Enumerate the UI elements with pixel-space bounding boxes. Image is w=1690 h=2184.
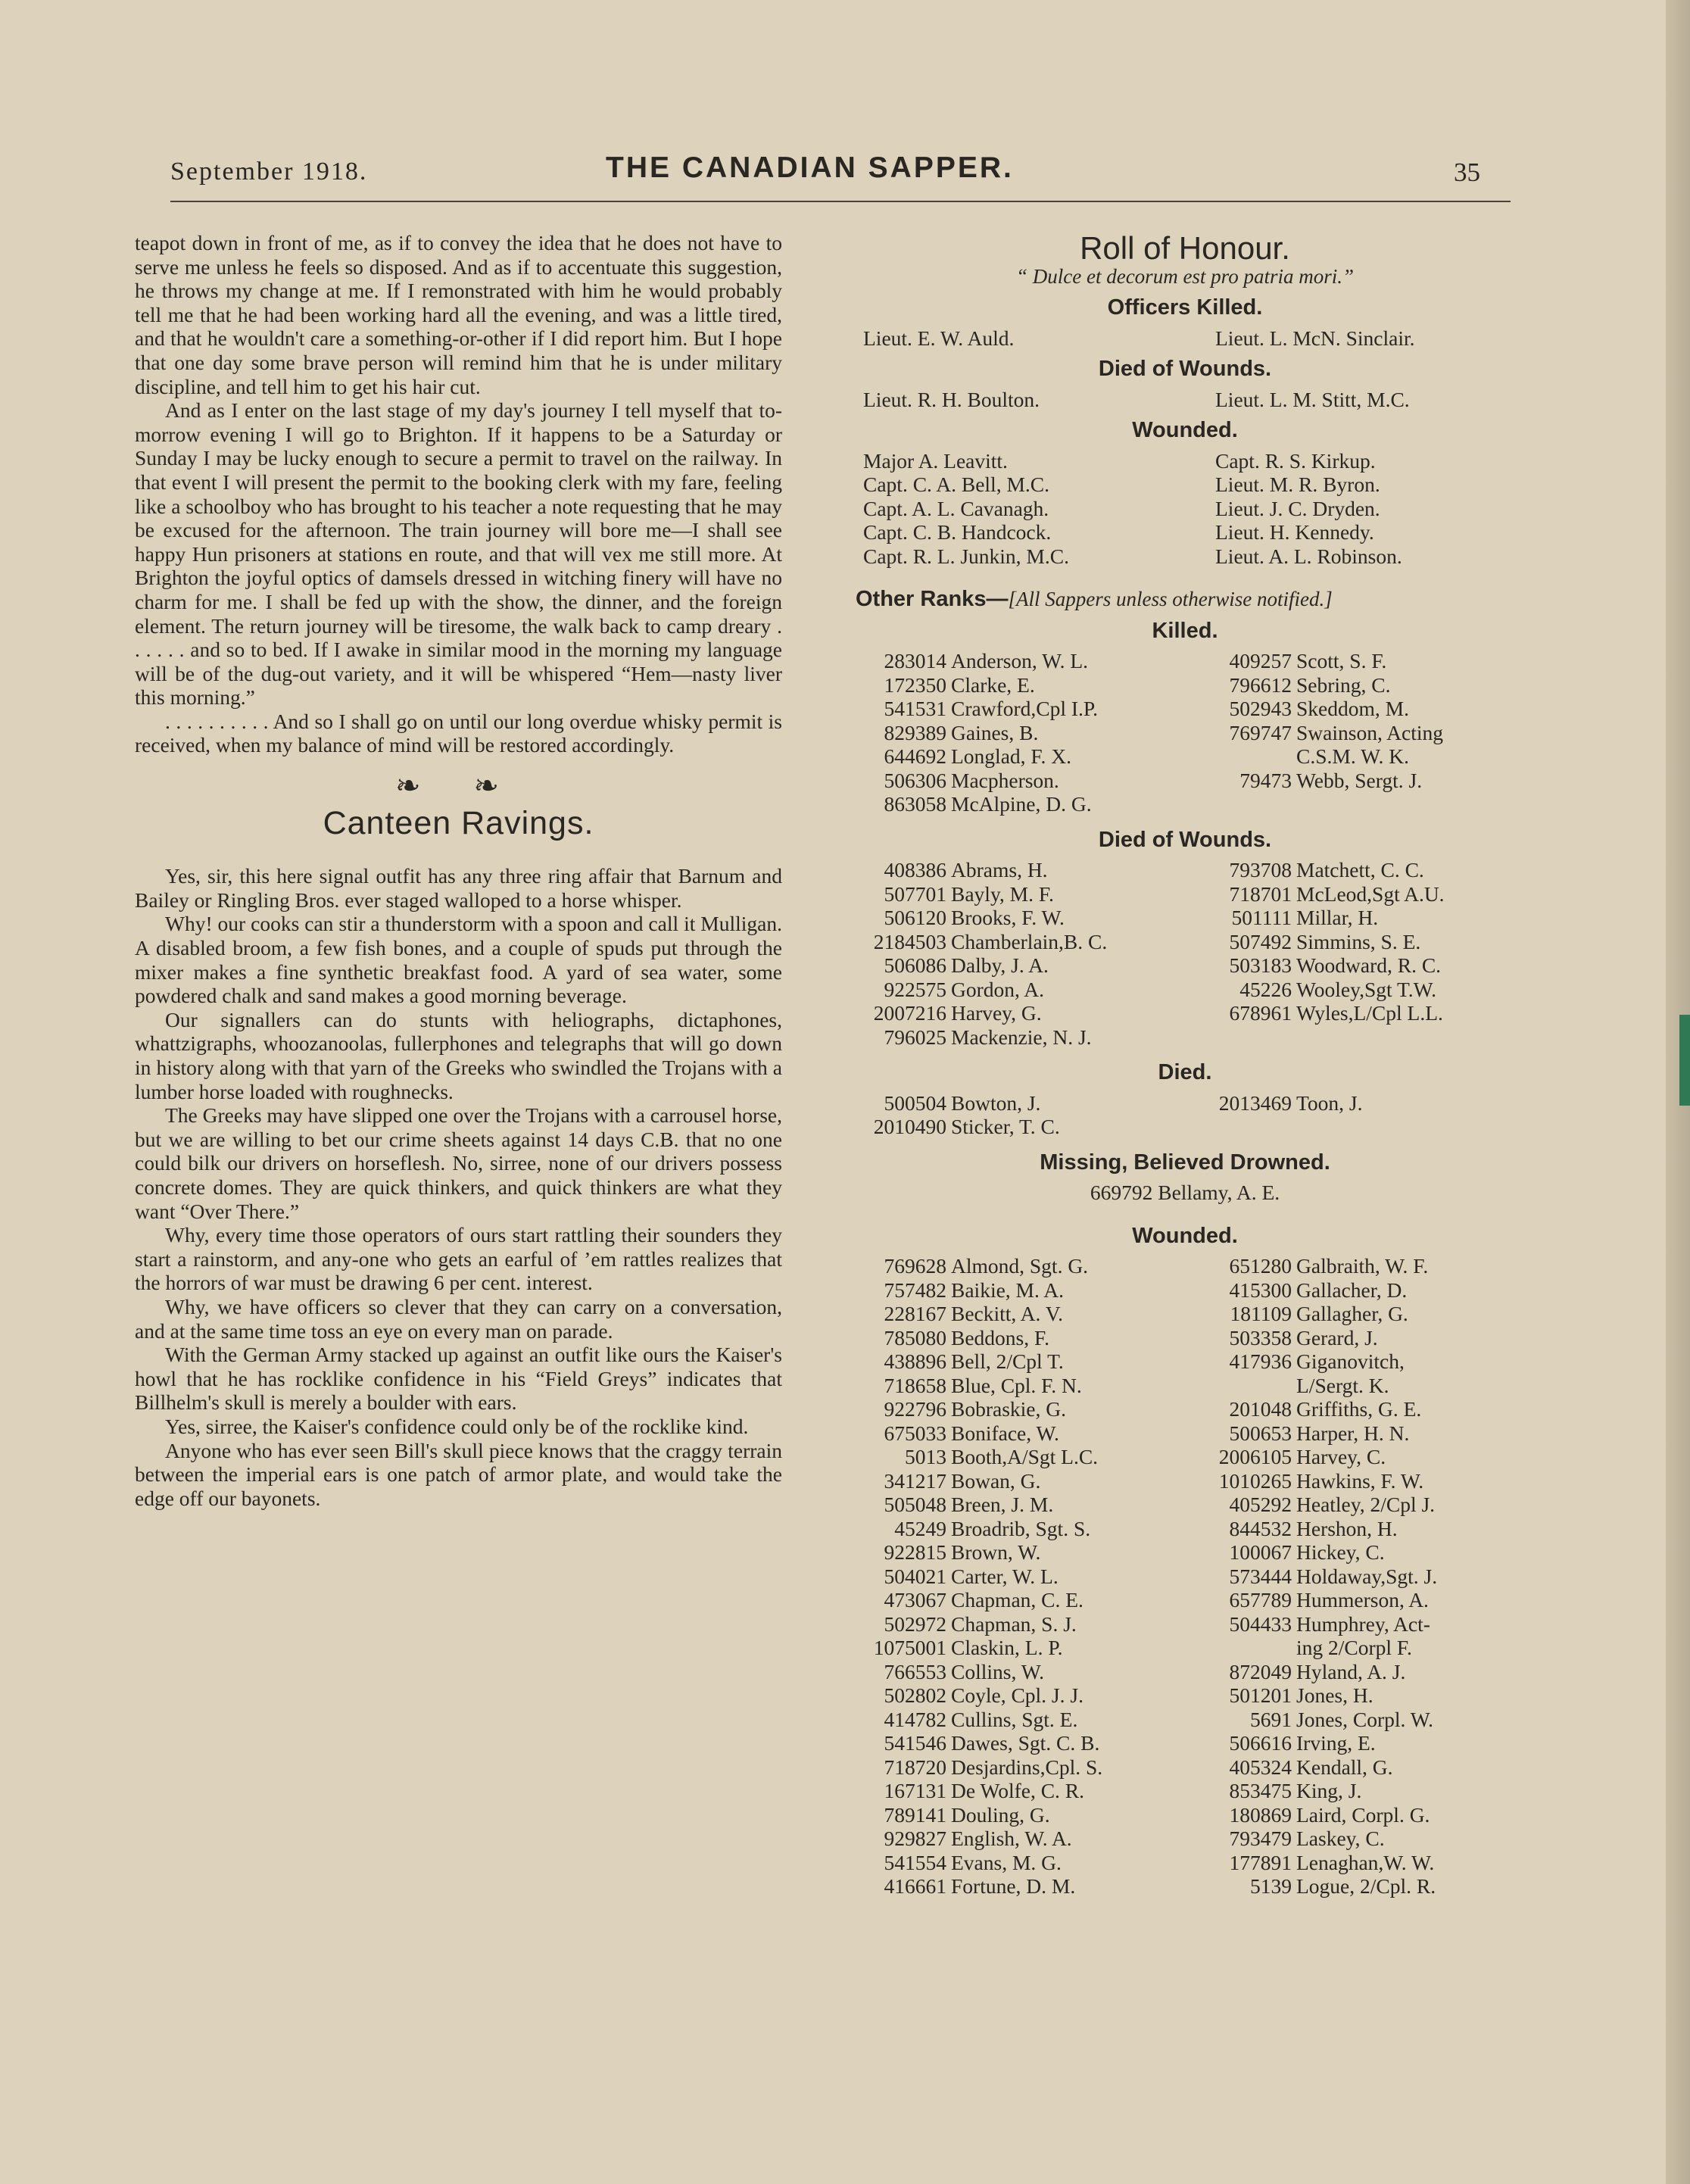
officer-entry: Lieut. J. C. Dryden. (1215, 496, 1380, 520)
soldier-name: C.S.M. W. K. (1296, 744, 1410, 768)
service-number: 415300 (1229, 1278, 1292, 1302)
service-number: 929827 (884, 1827, 946, 1850)
officer-entry: Lieut. A. L. Robinson. (1215, 544, 1402, 568)
roster-row (856, 1326, 1514, 1350)
article-paragraph: And as I enter on the last stage of my day's journey I tell myself that to-morrow evening I will go to Brighton. If it happens to be a Saturday or Sunday I may be lucky enough to secure a permit to travel on the railway. In that event I will present the permit to the booking clerk with my fare, feeling like a schoolboy who has brought to his teacher a note requesting that he may be excused for the afternoon. The train journey will bore me—I shall see happy Hun prisoners at stations en route, and that will vex me still more. At Brighton the joyful optics of damsels dressed in witching finery will have no charm for me. I shall be fed up with the show, the dinner, and the foreign element. The return journey will be tiresome, the walk back to camp dreary . . . . . . and so to bed. If I awake in similar mood in the morning my language will be of the dug-out variety, and it will be whispered “Hem—nasty liver this morning.” (135, 398, 782, 710)
service-number: 1075001 (873, 1636, 946, 1659)
officer-entry: Capt. R. L. Junkin, M.C. (863, 544, 1069, 568)
roster-row (856, 953, 1514, 978)
service-number: 501111 (1231, 906, 1292, 929)
officer-entry: Lieut. L. McN. Sinclair. (1215, 326, 1415, 350)
service-number: 405292 (1229, 1493, 1292, 1516)
roster-row (856, 1731, 1514, 1755)
service-number: 5139 (1250, 1874, 1292, 1898)
roster-row (856, 1278, 1514, 1303)
service-number: 678961 (1229, 1001, 1292, 1025)
service-number (1186, 1025, 1296, 1050)
article-paragraph: . . . . . . . . . . And so I shall go on until our long overdue whisky permit is received, when my balance of mind will be restored accordingly. (135, 709, 782, 757)
soldier-name: Chapman, C. E. (951, 1588, 1084, 1611)
soldier-name: English, W. A. (951, 1827, 1072, 1850)
soldier-name: Evans, M. G. (951, 1850, 1062, 1874)
page-header (170, 151, 1511, 197)
roster-row (856, 1517, 1514, 1541)
soldier-name: Irving, E. (1296, 1731, 1376, 1755)
roster-row (856, 1091, 1514, 1115)
soldier-name: Baikie, M. A. (951, 1278, 1064, 1302)
officer-entry: Capt. C. B. Handcock. (863, 520, 1052, 544)
soldier-name: Almond, Sgt. G. (951, 1254, 1089, 1278)
roster-row (856, 1755, 1514, 1780)
service-number: 657789 (1229, 1588, 1292, 1611)
died-table (856, 1091, 1514, 1139)
service-number (1186, 1115, 1296, 1139)
soldier-name: Hershon, H. (1296, 1516, 1398, 1540)
header-rule (170, 201, 1511, 202)
canteen-paragraph: Why, every time those operators of ours start rattling their sounders they start a rainstorm, and any-one who gets an earful of ’em rattles realizes that the horrors of war must be drawing 6 per cent. interest. (135, 1223, 782, 1295)
service-number: 541531 (884, 697, 946, 720)
soldier-name: Wyles,L/Cpl L.L. (1296, 1001, 1443, 1025)
officers-wounded-list (856, 449, 1514, 569)
service-number: 796025 (884, 1025, 946, 1049)
soldier-name: Lenaghan,W. W. (1296, 1850, 1435, 1874)
service-number: 167131 (884, 1779, 946, 1802)
canteen-paragraph: Yes, sir, this here signal outfit has any three ring affair that Barnum and Bailey or Ringling Bros. ever staged walloped to a horse whisper. (135, 864, 782, 912)
canteen-paragraph: Why, we have officers so clever that they can carry on a conversation, and at the same time toss an eye on every man on parade. (135, 1294, 782, 1343)
canteen-paragraph: With the German Army stacked up against an outfit like ours the Kaiser's howl that he has rocklike confidence in his “Field Greys” indicates that Billhelm's skull is merely a boulder with ears. (135, 1343, 782, 1415)
service-number: 718701 (1229, 881, 1292, 906)
soldier-name: Brooks, F. W. (951, 906, 1065, 929)
soldier-name (1296, 792, 1514, 816)
service-number: 500653 (1229, 1421, 1292, 1445)
soldier-name: Douling, G. (951, 1802, 1050, 1827)
soldier-name: Blue, Cpl. F. N. (951, 1373, 1082, 1397)
service-number: 675033 (884, 1421, 946, 1445)
service-number: 201048 (1229, 1397, 1292, 1421)
service-number: 408386 (884, 858, 946, 881)
service-number: 541554 (884, 1850, 946, 1874)
roster-row (856, 1779, 1514, 1803)
officers-killed-list (856, 326, 1514, 351)
soldier-name: McAlpine, D. G. (951, 792, 1092, 816)
roster-row (856, 721, 1514, 745)
service-number: 45226 (1239, 977, 1292, 1001)
soldier-name: Giganovitch, (1296, 1349, 1405, 1373)
header-title: THE CANADIAN SAPPER. (606, 151, 1014, 184)
service-number: 180869 (1229, 1802, 1292, 1827)
service-number: 503358 (1229, 1325, 1292, 1349)
service-number: 506120 (884, 906, 946, 929)
roster-row (856, 1254, 1514, 1278)
officers-dow-list (856, 388, 1514, 412)
officer-entry: Capt. R. S. Kirkup. (1215, 448, 1376, 473)
service-number: 2007216 (873, 1001, 946, 1025)
roster-row (856, 1683, 1514, 1708)
soldier-name: Gordon, A. (951, 977, 1044, 1001)
roster-row (856, 858, 1514, 882)
soldier-name: De Wolfe, C. R. (951, 1779, 1085, 1802)
service-number: 172350 (884, 672, 946, 697)
article-paragraph: teapot down in front of me, as if to convey the idea that he does not have to serve me unless he feels so disposed. And as if to accentuate this suggestion, he throws my change at me. If I remonstrated with him he would probably tell me that he had been working hard all the evening, and was a little tired, and that he wouldn't care a something-or-other if I did report him. But I hope that one day some brave person will remind him that he is under military discipline, and tell him to get his hair cut. (135, 231, 782, 398)
roster-row (856, 1445, 1514, 1469)
soldier-name: Macpherson. (951, 768, 1059, 792)
officer-entry: Major A. Leavitt. (863, 448, 1008, 473)
soldier-name: Fortune, D. M. (951, 1874, 1076, 1898)
roster-row (856, 1851, 1514, 1875)
roster-row (856, 1874, 1514, 1899)
canteen-paragraph: Yes, sirree, the Kaiser's confidence could only be of the rocklike kind. (165, 1414, 749, 1438)
soldier-name: Harper, H. N. (1296, 1421, 1410, 1445)
soldier-name: Bobraskie, G. (951, 1397, 1066, 1421)
service-number: 844532 (1229, 1516, 1292, 1540)
soldier-name: Abrams, H. (951, 858, 1048, 881)
service-number: 718720 (884, 1755, 946, 1779)
soldier-name: Sticker, T. C. (951, 1115, 1060, 1138)
soldier-name: Clarke, E. (951, 672, 1035, 697)
soldier-name: Gerard, J. (1296, 1325, 1378, 1349)
soldier-name: Galbraith, W. F. (1296, 1254, 1429, 1278)
service-number: 506616 (1229, 1731, 1292, 1755)
canteen-paragraph: Anyone who has ever seen Bill's skull piece knows that the craggy terrain between the imperial ears is one patch of armor plate, and would take the edge off our bayonets. (135, 1438, 782, 1510)
officer-entry: Lieut. L. M. Stitt, M.C. (1215, 387, 1410, 411)
green-tab-marker (1679, 1015, 1690, 1106)
service-number: 502943 (1229, 697, 1292, 720)
soldier-name: Gallagher, G. (1296, 1302, 1408, 1325)
service-number: 2013469 (1218, 1090, 1292, 1115)
roster-row (856, 1493, 1514, 1517)
service-number: 853475 (1229, 1779, 1292, 1802)
service-number: 796612 (1229, 672, 1292, 697)
died-heading: Died. (1158, 1060, 1212, 1084)
service-number: 651280 (1229, 1254, 1292, 1278)
soldier-name: Kendall, G. (1296, 1755, 1393, 1779)
dow-heading: Died of Wounds. (1098, 827, 1272, 852)
soldier-name: Bowan, G. (951, 1468, 1041, 1493)
service-number: 502802 (884, 1683, 946, 1707)
soldier-name: Harvey, C. (1296, 1445, 1386, 1468)
roster-row (856, 1660, 1514, 1684)
roll-motto: “ Dulce et decorum est pro patria mori.” (1016, 264, 1354, 288)
officer-entry: Lieut. M. R. Byron. (1215, 473, 1380, 496)
service-number: 503183 (1229, 953, 1292, 977)
service-number: 502972 (884, 1611, 946, 1636)
roster-row (856, 1397, 1514, 1421)
roster-row (856, 1827, 1514, 1851)
soldier-name: Cullins, Sgt. E. (951, 1707, 1078, 1731)
dow-table (856, 858, 1514, 1049)
service-number: 507492 (1229, 929, 1292, 953)
soldier-name: Bell, 2/Cpl T. (951, 1349, 1064, 1373)
soldier-name: Breen, J. M. (951, 1493, 1054, 1516)
soldier-name: Harvey, G. (951, 1001, 1042, 1025)
roster-row (856, 744, 1514, 769)
other-ranks-label: Other Ranks— (856, 587, 1009, 611)
service-number: 785080 (884, 1325, 946, 1349)
service-number (1186, 744, 1296, 769)
roster-row (856, 1025, 1514, 1050)
soldier-name: Desjardins,Cpl. S. (951, 1755, 1103, 1779)
roster-row (856, 649, 1514, 673)
soldier-name: Mackenzie, N. J. (951, 1025, 1092, 1049)
service-number: 438896 (884, 1349, 946, 1373)
soldier-name: Wooley,Sgt T.W. (1296, 977, 1436, 1001)
service-number: 504433 (1229, 1611, 1292, 1636)
service-number: 405324 (1229, 1755, 1292, 1779)
service-number: 829389 (884, 720, 946, 744)
service-number: 1010265 (1218, 1468, 1292, 1493)
officers-wounded-heading: Wounded. (1132, 418, 1238, 442)
soldier-name: Jones, Corpl. W. (1296, 1707, 1434, 1731)
roster-row (856, 1421, 1514, 1446)
soldier-name: Boniface, W. (951, 1421, 1059, 1445)
roster-row (856, 978, 1514, 1002)
soldier-name: Brown, W. (951, 1540, 1041, 1564)
service-number: 341217 (884, 1468, 946, 1493)
soldier-name: Bayly, M. F. (951, 881, 1054, 906)
roster-row (856, 1374, 1514, 1398)
roster-row (856, 882, 1514, 906)
service-number: 505048 (884, 1493, 946, 1516)
soldier-name: Bowton, J. (951, 1090, 1041, 1115)
soldier-name (1296, 1025, 1514, 1050)
service-number: 922815 (884, 1540, 946, 1564)
soldier-name: Beckitt, A. V. (951, 1302, 1063, 1325)
service-number: 2006105 (1218, 1445, 1292, 1468)
service-number (1186, 1636, 1296, 1660)
roster-row (856, 792, 1514, 816)
roster-row (856, 1803, 1514, 1827)
missing-entry: 669792 Bellamy, A. E. (1090, 1181, 1280, 1204)
page-number: 35 (1454, 158, 1480, 187)
roster-row (856, 1636, 1514, 1660)
service-number: 644692 (884, 744, 946, 768)
service-number: 506306 (884, 768, 946, 792)
soldier-name: Coyle, Cpl. J. J. (951, 1683, 1084, 1707)
roster-row (856, 906, 1514, 930)
roster-row (856, 1349, 1514, 1374)
soldier-name (1296, 1115, 1514, 1139)
officer-entry: Lieut. E. W. Auld. (863, 326, 1015, 350)
soldier-name: Crawford,Cpl I.P. (951, 697, 1099, 720)
service-number: 79473 (1239, 768, 1292, 792)
service-number: 45249 (894, 1516, 946, 1540)
soldier-name: Laird, Corpl. G. (1296, 1802, 1430, 1827)
service-number: 501201 (1229, 1683, 1292, 1707)
killed-heading: Killed. (1152, 618, 1218, 643)
roster-row (856, 1540, 1514, 1565)
service-number: 573444 (1229, 1564, 1292, 1588)
missing-heading: Missing, Believed Drowned. (1040, 1150, 1330, 1175)
service-number: 2010490 (873, 1115, 946, 1138)
other-ranks-note: [All Sappers unless otherwise notified.] (1008, 588, 1333, 610)
soldier-name: Collins, W. (951, 1659, 1045, 1683)
soldier-name: Anderson, W. L. (951, 649, 1089, 672)
roster-row (856, 769, 1514, 793)
roster-row (856, 1302, 1514, 1326)
ornament-divider: ❧ ❧ (394, 769, 522, 803)
service-number: 793479 (1229, 1827, 1292, 1850)
wounded-table (856, 1254, 1514, 1899)
left-column (135, 231, 782, 1510)
soldier-name: Hyland, A. J. (1296, 1659, 1406, 1683)
soldier-name: Chamberlain,B. C. (951, 929, 1108, 953)
service-number: 793708 (1229, 858, 1292, 881)
soldier-name: Dalby, J. A. (951, 953, 1049, 977)
officer-entry: Capt. C. A. Bell, M.C. (863, 473, 1049, 496)
soldier-name: King, J. (1296, 1779, 1362, 1802)
canteen-paragraph: Our signallers can do stunts with heliographs, dictaphones, whattzigraphs, whoozanoolas, fullerphones and telegraphs that will go down in history along with that yarn of the Greeks who swindled the Trojans with a lumber horse loaded with roughnecks. (135, 1007, 782, 1103)
wounded-heading: Wounded. (1132, 1223, 1238, 1248)
soldier-name: Carter, W. L. (951, 1564, 1059, 1588)
officer-entry: Lieut. R. H. Boulton. (863, 387, 1040, 411)
service-number: 922796 (884, 1397, 946, 1421)
soldier-name: Toon, J. (1296, 1090, 1363, 1115)
officers-killed-heading: Officers Killed. (1107, 295, 1263, 320)
service-number: 769628 (884, 1254, 946, 1278)
roster-row (856, 1708, 1514, 1732)
soldier-name: Booth,A/Sgt L.C. (951, 1445, 1099, 1468)
soldier-name: Hummerson, A. (1296, 1588, 1429, 1611)
soldier-name: Millar, H. (1296, 906, 1379, 929)
soldier-name: Jones, H. (1296, 1683, 1374, 1707)
roll-title: Roll of Honour. (1080, 230, 1290, 266)
soldier-name: Sebring, C. (1296, 672, 1391, 697)
soldier-name: Hawkins, F. W. (1296, 1468, 1424, 1493)
service-number: 863058 (884, 792, 946, 816)
service-number: 769747 (1229, 720, 1292, 744)
service-number: 718658 (884, 1373, 946, 1397)
service-number: 409257 (1229, 649, 1292, 672)
service-number: 283014 (884, 649, 946, 672)
service-number: 500504 (884, 1090, 946, 1115)
service-number: 416661 (884, 1874, 946, 1898)
soldier-name: Logue, 2/Cpl. R. (1296, 1874, 1436, 1898)
service-number (1186, 1374, 1296, 1398)
service-number: 5691 (1250, 1707, 1292, 1731)
soldier-name: McLeod,Sgt A.U. (1296, 881, 1445, 906)
soldier-name: Broadrib, Sgt. S. (951, 1516, 1091, 1540)
service-number: 473067 (884, 1588, 946, 1611)
soldier-name: Humphrey, Act- (1296, 1611, 1430, 1636)
service-number: 177891 (1229, 1850, 1292, 1874)
soldier-name: Swainson, Acting (1296, 720, 1444, 744)
soldier-name: Holdaway,Sgt. J. (1296, 1564, 1438, 1588)
header-date: September 1918. (170, 158, 368, 186)
roster-row (856, 1115, 1514, 1139)
soldier-name: Dawes, Sgt. C. B. (951, 1731, 1100, 1755)
service-number: 181109 (1230, 1302, 1292, 1325)
soldier-name: Heatley, 2/Cpl J. (1296, 1493, 1436, 1516)
service-number: 2184503 (873, 929, 946, 953)
soldier-name: Simmins, S. E. (1296, 929, 1421, 953)
service-number: 922575 (884, 977, 946, 1001)
right-column (856, 230, 1514, 1899)
roster-row (856, 930, 1514, 954)
roster-row (856, 697, 1514, 721)
service-number: 506086 (884, 953, 946, 977)
soldier-name: Webb, Sergt. J. (1296, 768, 1423, 792)
killed-table (856, 649, 1514, 816)
roster-row (856, 1469, 1514, 1493)
officer-entry: Lieut. H. Kennedy. (1215, 520, 1374, 544)
service-number: 417936 (1229, 1349, 1292, 1373)
service-number: 228167 (884, 1302, 946, 1325)
service-number: 414782 (884, 1707, 946, 1731)
other-ranks-heading (856, 588, 1514, 612)
canteen-paragraph: Why! our cooks can stir a thunderstorm with a spoon and call it Mulligan. A disabled broom, a few fish bones, and a couple of spuds put through the mixer makes a fine synthetic breakfast food. A yard of sea water, some powdered chalk and sand makes a good morning beverage. (135, 912, 782, 1008)
service-number: 541546 (884, 1731, 946, 1755)
roster-row (856, 1001, 1514, 1025)
service-number: 757482 (884, 1278, 946, 1302)
officers-dow-heading: Died of Wounds. (1098, 357, 1272, 381)
soldier-name: ing 2/Corpl F. (1296, 1636, 1412, 1659)
soldier-name: Gaines, B. (951, 720, 1039, 744)
canteen-title: Canteen Ravings. (323, 804, 594, 841)
soldier-name: Skeddom, M. (1296, 697, 1409, 720)
soldier-name: Longlad, F. X. (951, 744, 1071, 768)
service-number: 766553 (884, 1659, 946, 1683)
soldier-name: Hickey, C. (1296, 1540, 1385, 1564)
soldier-name: Laskey, C. (1296, 1827, 1385, 1850)
roster-row (856, 1588, 1514, 1612)
soldier-name: Beddons, F. (951, 1325, 1049, 1349)
service-number: 100067 (1229, 1540, 1292, 1564)
soldier-name: Woodward, R. C. (1296, 953, 1442, 977)
roster-row (856, 1612, 1514, 1636)
roster-row (856, 673, 1514, 697)
soldier-name: Gallacher, D. (1296, 1278, 1408, 1302)
service-number: 5013 (905, 1445, 946, 1468)
roster-row (856, 1565, 1514, 1589)
service-number (1186, 792, 1296, 816)
soldier-name: Matchett, C. C. (1296, 858, 1424, 881)
soldier-name: L/Sergt. K. (1296, 1373, 1389, 1397)
soldier-name: Griffiths, G. E. (1296, 1397, 1422, 1421)
soldier-name: Scott, S. F. (1296, 649, 1387, 672)
service-number: 872049 (1229, 1659, 1292, 1683)
soldier-name: Chapman, S. J. (951, 1611, 1077, 1636)
service-number: 504021 (884, 1564, 946, 1588)
canteen-paragraph: The Greeks may have slipped one over the Trojans with a carrousel horse, but we are willing to bet our crime sheets against 14 days C.B. that no one could bilk our drivers on horseflesh. No, sirree, none of our drivers possess concrete domes. They are quick thinkers, and quick thinkers are what they want “Over There.” (135, 1103, 782, 1223)
soldier-name: Claskin, L. P. (951, 1636, 1063, 1659)
service-number: 789141 (884, 1802, 946, 1827)
service-number: 507701 (884, 881, 946, 906)
officer-entry: Capt. A. L. Cavanagh. (863, 496, 1049, 520)
